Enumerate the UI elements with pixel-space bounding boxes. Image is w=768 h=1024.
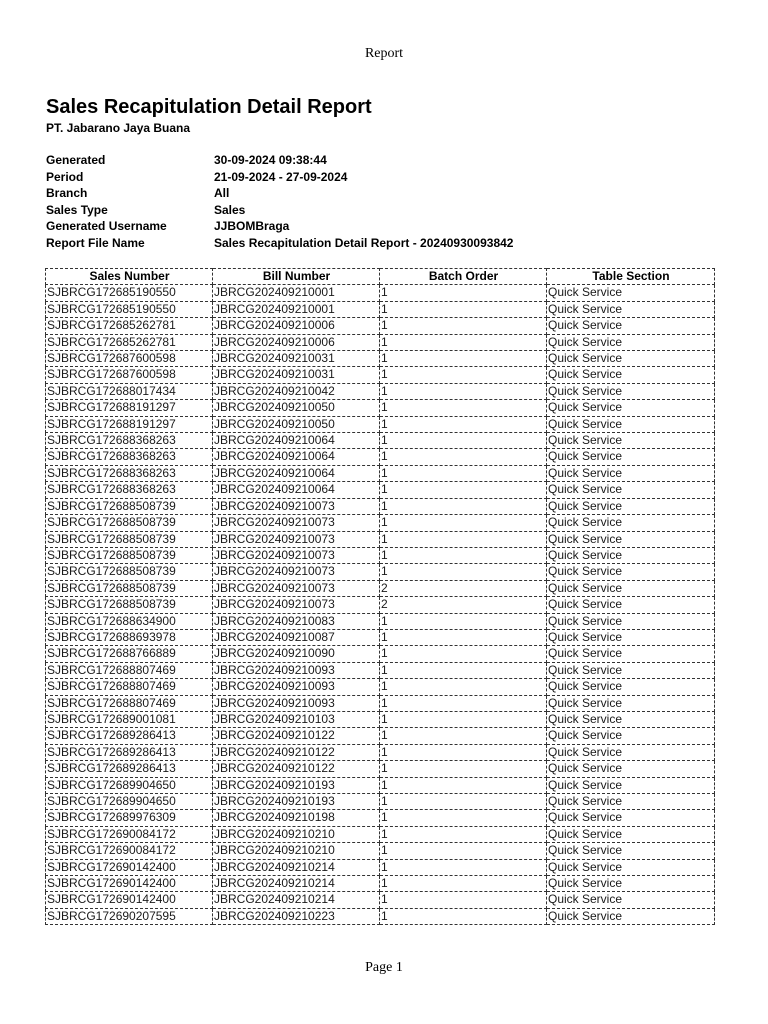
table-section-cell: Quick Service <box>547 383 715 399</box>
sales-number-cell: SJBRCG172688508739 <box>46 531 213 547</box>
table-section-cell: Quick Service <box>547 433 715 449</box>
table-row <box>46 662 715 678</box>
table-section-cell: Quick Service <box>547 285 715 301</box>
meta-value: 21-09-2024 - 27-09-2024 <box>214 169 348 184</box>
table-section-cell: Quick Service <box>547 728 715 744</box>
batch-order-cell: 1 <box>380 711 547 727</box>
table-section-cell: Quick Service <box>547 876 715 892</box>
sales-number-cell: SJBRCG172688368263 <box>46 482 213 498</box>
sales-number-cell: SJBRCG172689904650 <box>46 777 213 793</box>
bill-number-cell: JBRCG202409210083 <box>213 613 380 629</box>
meta-row-sales-type <box>46 202 513 219</box>
batch-order-cell: 2 <box>380 580 547 596</box>
table-row <box>46 465 715 481</box>
table-section-cell: Quick Service <box>547 826 715 842</box>
meta-row-generated-username <box>46 218 513 235</box>
sales-number-cell: SJBRCG172688017434 <box>46 383 213 399</box>
bill-number-cell: JBRCG202409210031 <box>213 367 380 383</box>
batch-order-cell: 1 <box>380 367 547 383</box>
table-row <box>46 711 715 727</box>
sales-number-cell: SJBRCG172688191297 <box>46 400 213 416</box>
bill-number-cell: JBRCG202409210214 <box>213 892 380 908</box>
sales-number-cell: SJBRCG172685190550 <box>46 301 213 317</box>
sales-number-cell: SJBRCG172685262781 <box>46 334 213 350</box>
table-row <box>46 859 715 875</box>
sales-number-cell: SJBRCG172688191297 <box>46 416 213 432</box>
sales-number-cell: SJBRCG172690084172 <box>46 843 213 859</box>
table-section-cell: Quick Service <box>547 580 715 596</box>
report-metadata <box>46 152 513 252</box>
bill-number-cell: JBRCG202409210090 <box>213 646 380 662</box>
batch-order-cell: 1 <box>380 482 547 498</box>
batch-order-cell: 1 <box>380 728 547 744</box>
bill-number-cell: JBRCG202409210073 <box>213 515 380 531</box>
table-section-cell: Quick Service <box>547 662 715 678</box>
table-row <box>46 367 715 383</box>
batch-order-cell: 1 <box>380 892 547 908</box>
page-number: Page 1 <box>365 960 403 975</box>
table-row <box>46 285 715 301</box>
bill-number-cell: JBRCG202409210006 <box>213 334 380 350</box>
sales-number-cell: SJBRCG172688693978 <box>46 629 213 645</box>
bill-number-cell: JBRCG202409210210 <box>213 843 380 859</box>
meta-label: Generated Username <box>46 219 167 234</box>
table-section-cell: Quick Service <box>547 810 715 826</box>
meta-label: Period <box>46 169 84 184</box>
batch-order-cell: 1 <box>380 744 547 760</box>
batch-order-cell: 1 <box>380 531 547 547</box>
table-row <box>46 531 715 547</box>
table-section-cell: Quick Service <box>547 400 715 416</box>
batch-order-cell: 1 <box>380 498 547 514</box>
bill-number-cell: JBRCG202409210001 <box>213 301 380 317</box>
table-section-cell: Quick Service <box>547 482 715 498</box>
table-row <box>46 679 715 695</box>
batch-order-cell: 1 <box>380 383 547 399</box>
table-section-cell: Quick Service <box>547 859 715 875</box>
table-section-cell: Quick Service <box>547 318 715 334</box>
table-row <box>46 334 715 350</box>
column-header-sales-number: Sales Number <box>46 269 213 285</box>
table-section-cell: Quick Service <box>547 908 715 924</box>
sales-number-cell: SJBRCG172690142400 <box>46 876 213 892</box>
bill-number-cell: JBRCG202409210064 <box>213 449 380 465</box>
sales-number-cell: SJBRCG172688807469 <box>46 679 213 695</box>
sales-number-cell: SJBRCG172690207595 <box>46 908 213 924</box>
bill-number-cell: JBRCG202409210214 <box>213 876 380 892</box>
bill-number-cell: JBRCG202409210031 <box>213 351 380 367</box>
sales-number-cell: SJBRCG172689904650 <box>46 794 213 810</box>
table-section-cell: Quick Service <box>547 301 715 317</box>
sales-number-cell: SJBRCG172689001081 <box>46 711 213 727</box>
meta-label: Branch <box>46 186 88 201</box>
table-section-cell: Quick Service <box>547 547 715 563</box>
sales-number-cell: SJBRCG172689976309 <box>46 810 213 826</box>
bill-number-cell: JBRCG202409210093 <box>213 662 380 678</box>
bill-number-cell: JBRCG202409210064 <box>213 465 380 481</box>
table-section-cell: Quick Service <box>547 711 715 727</box>
bill-number-cell: JBRCG202409210073 <box>213 531 380 547</box>
table-row <box>46 498 715 514</box>
table-row <box>46 908 715 924</box>
table-row <box>46 351 715 367</box>
table-row <box>46 515 715 531</box>
table-section-cell: Quick Service <box>547 629 715 645</box>
table-row <box>46 876 715 892</box>
sales-number-cell: SJBRCG172688368263 <box>46 433 213 449</box>
sales-number-cell: SJBRCG172690142400 <box>46 859 213 875</box>
batch-order-cell: 1 <box>380 433 547 449</box>
sales-number-cell: SJBRCG172688766889 <box>46 646 213 662</box>
table-section-cell: Quick Service <box>547 498 715 514</box>
table-row <box>46 613 715 629</box>
batch-order-cell: 1 <box>380 695 547 711</box>
batch-order-cell: 1 <box>380 547 547 563</box>
batch-order-cell: 1 <box>380 301 547 317</box>
sales-number-cell: SJBRCG172690084172 <box>46 826 213 842</box>
table-section-cell: Quick Service <box>547 597 715 613</box>
bill-number-cell: JBRCG202409210073 <box>213 564 380 580</box>
bill-number-cell: JBRCG202409210223 <box>213 908 380 924</box>
batch-order-cell: 2 <box>380 597 547 613</box>
bill-number-cell: JBRCG202409210122 <box>213 744 380 760</box>
bill-number-cell: JBRCG202409210042 <box>213 383 380 399</box>
table-row <box>46 597 715 613</box>
batch-order-cell: 1 <box>380 761 547 777</box>
table-row <box>46 728 715 744</box>
bill-number-cell: JBRCG202409210087 <box>213 629 380 645</box>
sales-number-cell: SJBRCG172689286413 <box>46 744 213 760</box>
bill-number-cell: JBRCG202409210064 <box>213 482 380 498</box>
table-row <box>46 449 715 465</box>
table-section-cell: Quick Service <box>547 761 715 777</box>
table-row <box>46 794 715 810</box>
batch-order-cell: 1 <box>380 285 547 301</box>
table-row <box>46 826 715 842</box>
bill-number-cell: JBRCG202409210193 <box>213 777 380 793</box>
batch-order-cell: 1 <box>380 318 547 334</box>
bill-number-cell: JBRCG202409210064 <box>213 433 380 449</box>
sales-number-cell: SJBRCG172689286413 <box>46 761 213 777</box>
table-section-cell: Quick Service <box>547 334 715 350</box>
bill-number-cell: JBRCG202409210193 <box>213 794 380 810</box>
sales-number-cell: SJBRCG172687600598 <box>46 351 213 367</box>
batch-order-cell: 1 <box>380 351 547 367</box>
meta-value: JJBOMBraga <box>214 219 290 234</box>
table-section-cell: Quick Service <box>547 564 715 580</box>
sales-number-cell: SJBRCG172688634900 <box>46 613 213 629</box>
batch-order-cell: 1 <box>380 465 547 481</box>
table-row <box>46 892 715 908</box>
bill-number-cell: JBRCG202409210073 <box>213 498 380 514</box>
sales-number-cell: SJBRCG172688368263 <box>46 449 213 465</box>
page-header: Report <box>364 46 404 61</box>
bill-number-cell: JBRCG202409210093 <box>213 679 380 695</box>
table-row <box>46 629 715 645</box>
batch-order-cell: 1 <box>380 843 547 859</box>
table-section-cell: Quick Service <box>547 416 715 432</box>
batch-order-cell: 1 <box>380 908 547 924</box>
table-section-cell: Quick Service <box>547 351 715 367</box>
bill-number-cell: JBRCG202409210073 <box>213 580 380 596</box>
sales-number-cell: SJBRCG172688807469 <box>46 662 213 678</box>
bill-number-cell: JBRCG202409210214 <box>213 859 380 875</box>
table-row <box>46 580 715 596</box>
bill-number-cell: JBRCG202409210122 <box>213 761 380 777</box>
column-header-batch-order: Batch Order <box>380 269 547 285</box>
meta-value: All <box>214 186 230 201</box>
batch-order-cell: 1 <box>380 679 547 695</box>
table-section-cell: Quick Service <box>547 531 715 547</box>
table-row <box>46 843 715 859</box>
table-section-cell: Quick Service <box>547 843 715 859</box>
sales-number-cell: SJBRCG172687600598 <box>46 367 213 383</box>
table-section-cell: Quick Service <box>547 695 715 711</box>
bill-number-cell: JBRCG202409210073 <box>213 547 380 563</box>
table-section-cell: Quick Service <box>547 646 715 662</box>
column-header-table-section: Table Section <box>547 269 715 285</box>
batch-order-cell: 1 <box>380 449 547 465</box>
table-row <box>46 482 715 498</box>
table-row <box>46 301 715 317</box>
table-row <box>46 383 715 399</box>
table-section-cell: Quick Service <box>547 744 715 760</box>
bill-number-cell: JBRCG202409210210 <box>213 826 380 842</box>
meta-label: Generated <box>46 153 106 167</box>
table-section-cell: Quick Service <box>547 892 715 908</box>
table-row <box>46 777 715 793</box>
table-row <box>46 547 715 563</box>
sales-number-cell: SJBRCG172688508739 <box>46 498 213 514</box>
batch-order-cell: 1 <box>380 564 547 580</box>
batch-order-cell: 1 <box>380 777 547 793</box>
batch-order-cell: 1 <box>380 613 547 629</box>
table-row <box>46 695 715 711</box>
bill-number-cell: JBRCG202409210050 <box>213 416 380 432</box>
table-row <box>46 744 715 760</box>
bill-number-cell: JBRCG202409210103 <box>213 711 380 727</box>
table-row <box>46 564 715 580</box>
sales-number-cell: SJBRCG172685262781 <box>46 318 213 334</box>
report-title: Sales Recapitulation Detail Report <box>46 96 372 118</box>
table-section-cell: Quick Service <box>547 465 715 481</box>
meta-row-branch <box>46 185 513 202</box>
sales-number-cell: SJBRCG172690142400 <box>46 892 213 908</box>
table-section-cell: Quick Service <box>547 515 715 531</box>
batch-order-cell: 1 <box>380 826 547 842</box>
bill-number-cell: JBRCG202409210122 <box>213 728 380 744</box>
sales-number-cell: SJBRCG172688368263 <box>46 465 213 481</box>
batch-order-cell: 1 <box>380 629 547 645</box>
table-row <box>46 646 715 662</box>
batch-order-cell: 1 <box>380 876 547 892</box>
batch-order-cell: 1 <box>380 334 547 350</box>
table-section-cell: Quick Service <box>547 777 715 793</box>
table-row <box>46 416 715 432</box>
meta-row-period <box>46 169 513 186</box>
meta-label: Sales Type <box>46 202 108 217</box>
table-body <box>46 285 715 925</box>
meta-value: Sales <box>214 202 246 217</box>
batch-order-cell: 1 <box>380 810 547 826</box>
batch-order-cell: 1 <box>380 662 547 678</box>
batch-order-cell: 1 <box>380 646 547 662</box>
meta-value: 30-09-2024 09:38:44 <box>214 153 327 167</box>
batch-order-cell: 1 <box>380 859 547 875</box>
meta-row-report-file-name <box>46 235 513 252</box>
table-row <box>46 318 715 334</box>
table-row <box>46 761 715 777</box>
batch-order-cell: 1 <box>380 794 547 810</box>
sales-number-cell: SJBRCG172688508739 <box>46 580 213 596</box>
table-section-cell: Quick Service <box>547 367 715 383</box>
bill-number-cell: JBRCG202409210001 <box>213 285 380 301</box>
table-row <box>46 433 715 449</box>
table-section-cell: Quick Service <box>547 449 715 465</box>
sales-number-cell: SJBRCG172688508739 <box>46 597 213 613</box>
batch-order-cell: 1 <box>380 416 547 432</box>
sales-number-cell: SJBRCG172685190550 <box>46 285 213 301</box>
table-row <box>46 810 715 826</box>
bill-number-cell: JBRCG202409210006 <box>213 318 380 334</box>
bill-number-cell: JBRCG202409210093 <box>213 695 380 711</box>
table-section-cell: Quick Service <box>547 613 715 629</box>
meta-row-generated <box>46 152 513 169</box>
column-header-bill-number: Bill Number <box>213 269 380 285</box>
sales-number-cell: SJBRCG172688508739 <box>46 564 213 580</box>
batch-order-cell: 1 <box>380 515 547 531</box>
table-row <box>46 400 715 416</box>
table-section-cell: Quick Service <box>547 794 715 810</box>
meta-value: Sales Recapitulation Detail Report - 20240930093842 <box>214 235 514 250</box>
sales-number-cell: SJBRCG172688807469 <box>46 695 213 711</box>
bill-number-cell: JBRCG202409210073 <box>213 597 380 613</box>
sales-number-cell: SJBRCG172688508739 <box>46 515 213 531</box>
sales-number-cell: SJBRCG172688508739 <box>46 547 213 563</box>
bill-number-cell: JBRCG202409210198 <box>213 810 380 826</box>
table-header-row <box>46 269 715 285</box>
batch-order-cell: 1 <box>380 400 547 416</box>
company-name: PT. Jabarano Jaya Buana <box>46 121 191 135</box>
meta-label: Report File Name <box>46 235 145 250</box>
bill-number-cell: JBRCG202409210050 <box>213 400 380 416</box>
sales-number-cell: SJBRCG172689286413 <box>46 728 213 744</box>
table-section-cell: Quick Service <box>547 679 715 695</box>
sales-detail-table <box>45 268 715 925</box>
